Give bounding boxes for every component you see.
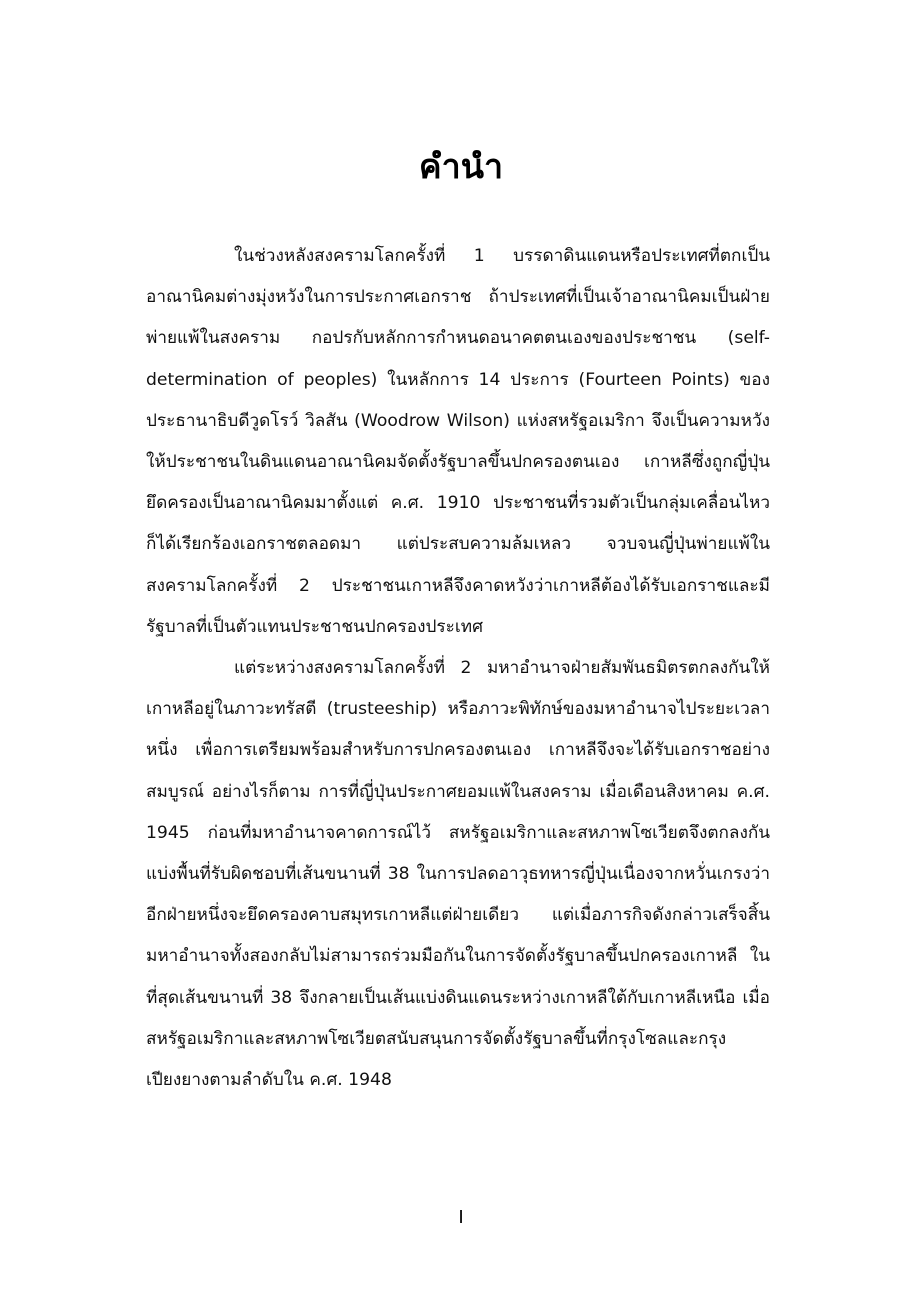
page-title: คำนำ: [418, 147, 504, 187]
page-number: I: [458, 1207, 464, 1228]
paragraph-2: แต่ระหว่างสงครามโลกครั้งที่ 2 มหาอำนาจฝ่ายสัมพันธมิตรตกลงกันให้เกาหลีอยู่ในภาวะทรัสตี (trusteeship) หรือภาวะพิทักษ์ของมหาอำนาจไประยะเวลาหนึ่ง เพื่อการเตรียมพร้อมสำหรับการปกครองตนเอง เกาหลีจึงจะได้รับเอกราชอย่างสมบูรณ์ อย่างไรก็ตาม การที่ญี่ปุ่นประกาศยอมแพ้ในสงคราม เมื่อเดือนสิงหาคม ค.ศ. 1945 ก่อนที่มหาอำนาจคาดการณ์ไว้ สหรัฐอเมริกาและสหภาพโซเวียตจึงตกลงกันแบ่งพื้นที่รับผิดชอบที่เส้นขนานที่ 38 ในการปลดอาวุธทหารญี่ปุ่นเนื่องจากหวั่นเกรงว่าอีกฝ่ายหนึ่งจะยึดครองคาบสมุทรเกาหลีแต่ฝ่ายเดียว แต่เมื่อภารกิจดังกล่าวเสร็จสิ้น มหาอำนาจทั้งสองกลับไม่สามารถร่วมมือกันในการจัดตั้งรัฐบาลขึ้นปกครองเกาหลี ในที่สุดเส้นขนานที่ 38 จึงกลายเป็นเส้นแบ่งดินแดนระหว่างเกาหลีใต้กับเกาหลีเหนือ เมื่อสหรัฐอเมริกาและสหภาพโซเวียตสนับสนุนการจัดตั้งรัฐบาลขึ้นที่กรุงโซลและกรุงเปียงยางตามลำดับใน ค.ศ. 1948: [146, 658, 770, 1091]
body-text: [146, 236, 770, 1101]
paragraph-1: ในช่วงหลังสงครามโลกครั้งที่ 1 บรรดาดินแดนหรือประเทศที่ตกเป็นอาณานิคมต่างมุ่งหวังในการประกาศเอกราช ถ้าประเทศที่เป็นเจ้าอาณานิคมเป็นฝ่ายพ่ายแพ้ในสงคราม กอปรกับหลักการกำหนดอนาคตตนเองของประชาชน (self-determination of peoples) ในหลักการ 14 ประการ (Fourteen Points) ของประธานาธิบดีวูดโรว์ วิลสัน (Woodrow Wilson) แห่งสหรัฐอเมริกา จึงเป็นความหวังให้ประชาชนในดินแดนอาณานิคมจัดตั้งรัฐบาลขึ้นปกครองตนเอง เกาหลีซึ่งถูกญี่ปุ่นยึดครองเป็นอาณานิคมมาตั้งแต่ ค.ศ. 1910 ประชาชนที่รวมตัวเป็นกลุ่มเคลื่อนไหวก็ได้เรียกร้องเอกราชตลอดมา แต่ประสบความล้มเหลว จวบจนญี่ปุ่นพ่ายแพ้ในสงครามโลกครั้งที่ 2 ประชาชนเกาหลีจึงคาดหวังว่าเกาหลีต้องได้รับเอกราชและมีรัฐบาลที่เป็นตัวแทนประชาชนปกครองประเทศ: [146, 246, 770, 637]
